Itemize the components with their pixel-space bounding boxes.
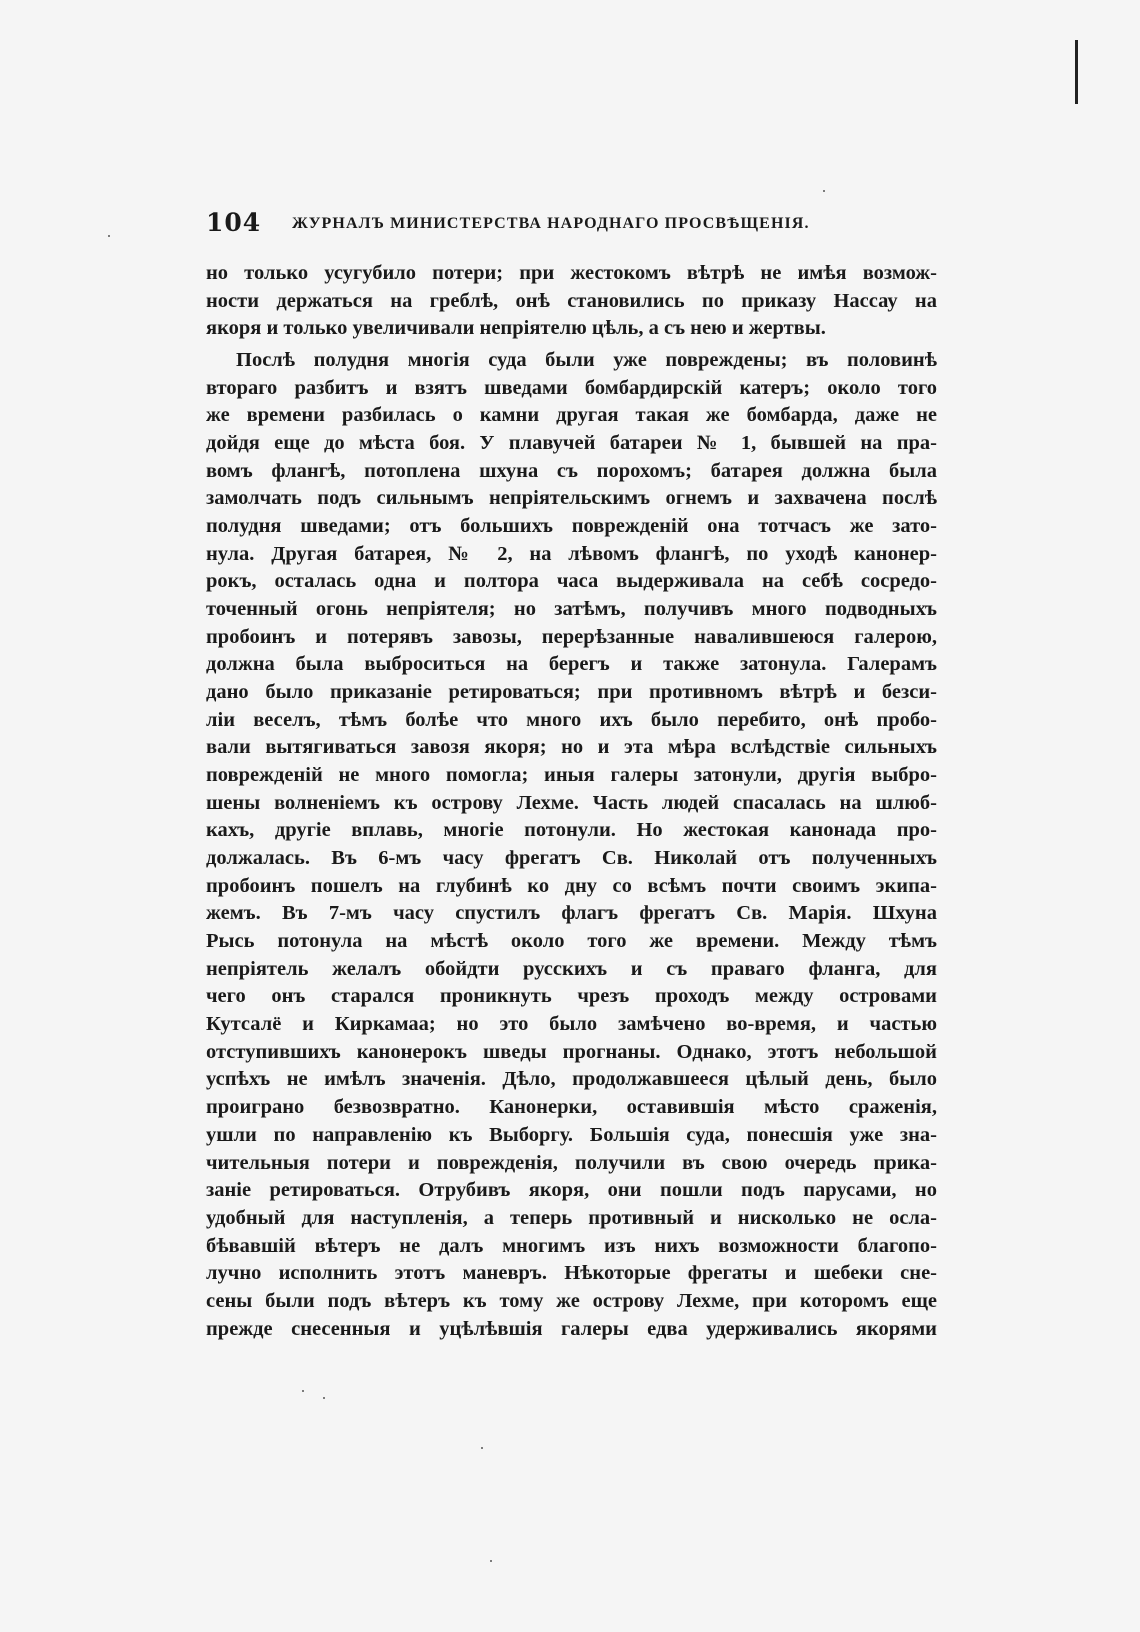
text-line: сены были подъ вѣтеръ къ тому же острову Лехме, при которомъ еще [206,1289,937,1312]
text-line: Рысь потонула на мѣстѣ около того же времени. Между тѣмъ [206,930,937,953]
text-line: должалась. Въ 6-мъ часу фрегатъ Св. Николай отъ полученныхъ [206,847,937,870]
text-line: дойдя еще до мѣста боя. У плавучей батареи № 1, бывшей на пра- [206,432,937,455]
text-line: поврежденій не много помогла; иныя галеры затонули, другія выбро- [206,764,937,787]
text-line: проиграно безвозвратно. Канонерки, оставившія мѣсто сраженія, [206,1096,937,1119]
body-text [206,260,937,1343]
text-line: замолчать подъ сильнымъ непріятельскимъ огнемъ и захвачена послѣ [206,487,937,510]
text-line: дано было приказаніе ретироваться; при противномъ вѣтрѣ и безси- [206,681,937,704]
text-line: нула. Другая батарея, № 2, на лѣвомъ флангѣ, по уходѣ канонер- [206,542,937,565]
scan-speck [823,190,825,192]
text-line: пробоинъ пошелъ на глубинѣ ко дну со всѣмъ почти своимъ экипа- [206,874,937,897]
text-line: же времени разбилась о камни другая такая же бомбарда, даже не [206,404,937,427]
text-line: лучно исполнить этотъ маневръ. Нѣкоторые фрегаты и шебеки сне- [206,1262,937,1285]
text-line: вали вытягиваться завозя якоря; но и эта мѣра вслѣдствіе сильныхъ [206,736,937,759]
text-line: кахъ, другіе вплавь, многіе потонули. Но жестокая канонада про- [206,819,937,842]
text-line: якоря и только увеличивали непріятелю цѣль, а съ нею и жертвы. [206,317,826,340]
text-line: чительныя потери и поврежденія, получили въ свою очередь прика- [206,1151,937,1174]
scan-speck [302,1390,304,1392]
running-title: ЖУРНАЛЪ МИНИСТЕРСТВА НАРОДНАГО ПРОСВѢЩЕНІЯ. [292,215,810,232]
text-line: но только усугубило потери; при жестокомъ вѣтрѣ не имѣя возмож- [206,262,937,284]
text-line: ушли по направленію къ Выборгу. Большія суда, понесшія уже зна- [206,1123,937,1146]
paragraph [206,260,937,343]
paragraph [206,347,937,1343]
scan-speck [108,235,110,237]
text-line: точенный огонь непріятеля; но затѣмъ, получивъ много подводныхъ [206,598,937,621]
scan-edge-line [1075,40,1078,104]
text-line: отступившихъ канонерокъ шведы прогнаны. Однако, этотъ небольшой [206,1040,937,1063]
text-line: успѣхъ не имѣлъ значенія. Дѣло, продолжавшееся цѣлый день, было [206,1068,937,1091]
scan-speck [481,1447,483,1449]
text-line: жемъ. Въ 7-мъ часу спустилъ флагъ фрегатъ Св. Марія. Шхуна [206,902,937,925]
text-line: прежде снесенныя и уцѣлѣвшія галеры едва удерживались якорями [206,1317,937,1340]
text-line: чего онъ старался проникнуть чрезъ проходъ между островами [206,985,937,1008]
text-line: полудня шведами; отъ большихъ поврежденій она тотчасъ же зато- [206,515,937,538]
text-line: шены волненіемъ къ острову Лехме. Часть людей спасалась на шлюб- [206,791,937,814]
text-line: Кутсалё и Киркамаа; но это было замѣчено во-время, и частью [206,1013,937,1036]
text-line: удобный для наступленія, а теперь противный и нисколько не осла- [206,1206,937,1229]
text-line: пробоинъ и потерявъ завозы, перерѣзанные навалившеюся галерою, [206,625,937,648]
text-line: должна была выброситься на берегъ и также затонула. Галерамъ [206,653,937,676]
text-line: Послѣ полудня многія суда были уже повреждены; въ половинѣ [236,349,937,372]
text-line: втораго разбитъ и взятъ шведами бомбардирскій катеръ; около того [206,376,937,399]
text-line: заніе ретироваться. Отрубивъ якоря, они пошли подъ парусами, но [206,1179,937,1202]
scan-speck [323,1397,325,1399]
text-line: бѣвавшій вѣтеръ не далъ многимъ изъ нихъ возможности благопо- [206,1234,937,1257]
text-line: вомъ флангѣ, потоплена шхуна съ порохомъ; батарея должна была [206,459,937,482]
scan-speck [490,1560,492,1562]
text-line: ности держаться на греблѣ, онѣ становились по приказу Нассау на [206,289,937,312]
page-header [206,208,936,244]
text-line: ліи веселъ, тѣмъ болѣе что много ихъ было перебито, онѣ пробо- [206,708,937,731]
text-line: рокъ, осталась одна и полтора часа выдерживала на себѣ сосредо- [206,570,937,593]
page-number: 104 [206,208,262,237]
text-line: непріятель желалъ обойдти русскихъ и съ праваго фланга, для [206,957,937,980]
